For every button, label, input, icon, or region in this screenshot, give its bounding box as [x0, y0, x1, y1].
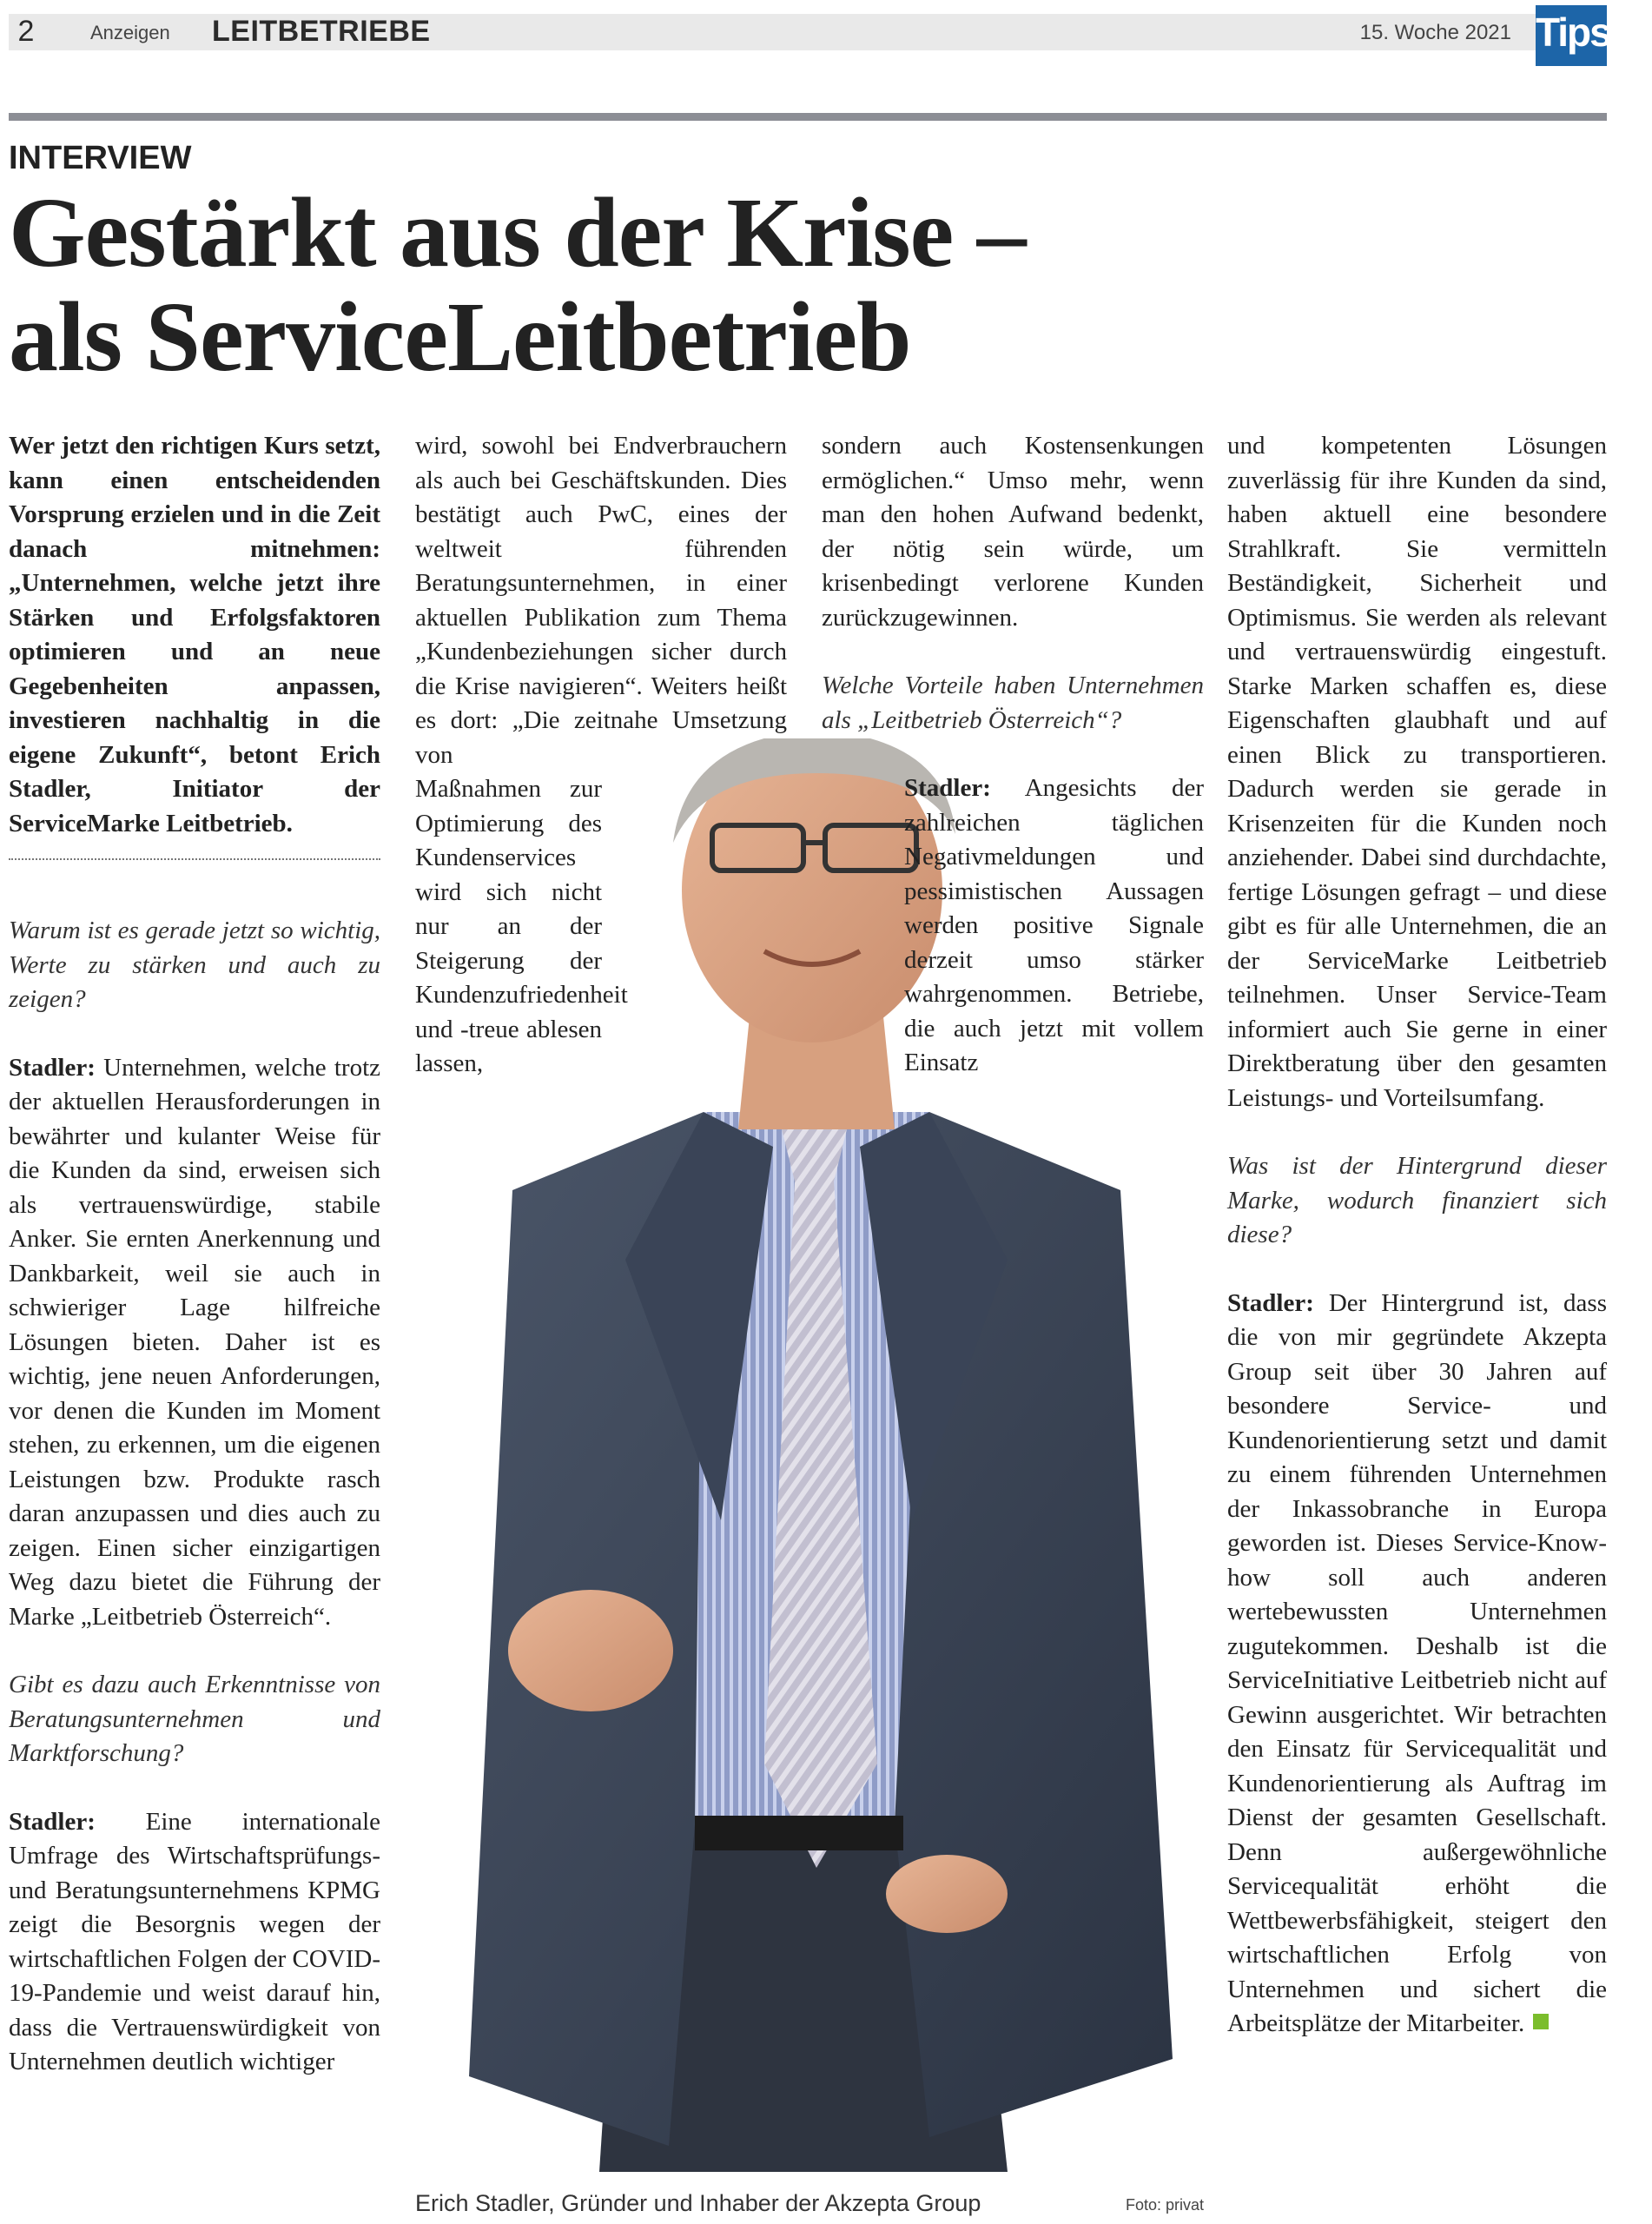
answer-2-text: Eine internationale Umfrage des Wirtschaftsprüfungs- und Beratungsunternehmens KPMG zeigt die Besorgnis wegen der wirtschaftlichen Folgen der COVID-19-Pandemie und weist darauf hin, dass die Vertrauenswürdigkeit von Unternehmen deutlich wichtiger — [9, 1807, 381, 2075]
answer-1-text: Unternehmen, welche trotz der aktuellen Herausforderungen in bewährter und kulanter Weise für die Kunden da sind, erweisen sich als vertrauenswürdige, stabile Anker. Sie ernten Anerkennung und Dankbarkeit, weil sie auch in schwieriger Lage hilfreiche Lösungen bieten. Daher ist es wichtig, jene neuen Anforderungen, vor denen die Kunden im Moment stehen, zu erkennen, um die eigenen Leistungen bzw. Produkte rasch daran anzupassen und dies auch zu zeigen. Einen sicher einzigartigen Weg dazu bietet die Führung der Marke „Leitbetrieb Österreich“. — [9, 1053, 380, 1631]
answer-3-speaker: Stadler: — [904, 774, 991, 802]
article-column-4 — [1227, 429, 1607, 2042]
brand-logo[interactable]: Tips — [1536, 5, 1607, 66]
answer-4 — [1227, 1287, 1607, 2042]
article-column-2 — [415, 429, 787, 1082]
column-2-narrow-text: Maßnahmen zur Optimierung des Kundenservices wird sich nicht nur an der Steigerung der Kundenzufriedenheit und -treue ablesen lassen, — [415, 775, 628, 1077]
question-3: Welche Vorteile haben Unternehmen als „Leitbetrieb Österreich“? — [822, 672, 1204, 734]
question-4: Was ist der Hintergrund dieser Marke, wodurch finanziert sich diese? — [1227, 1152, 1607, 1248]
question-2: Gibt es dazu auch Erkenntnisse von Beratungsunternehmen und Marktforschung? — [9, 1671, 380, 1767]
answer-4-text: Der Hintergrund ist, dass die von mir gegründete Akzepta Group seit über 30 Jahren auf besondere Service- und Kundenorientierung setzt und damit zu einem führenden Unternehmen der Inkassobranche in Europa geworden ist. Dieses Service-Know-how soll auch anderen wertebewussten Unternehmen zugutekommen. Deshalb ist die ServiceInitiative Leitbetrieb nicht auf Gewinn ausgerichtet. Wir betrachten den Einsatz für Servicequalität und Kundenorientierung als Auftrag im Dienst der gesamten Gesellschaft. Denn außergewöhnliche Servicequalität erhöht die Wettbewerbsfähigkeit, steigert den wirtschaftlichen Erfolg von Unternehmen und sichert die Arbeitsplätze der Mitarbeiter. — [1227, 1288, 1607, 2037]
page-number: 2 — [17, 15, 35, 48]
answer-1 — [9, 1051, 380, 1635]
article-headline — [9, 177, 1398, 392]
article-kicker: INTERVIEW — [9, 140, 192, 176]
section-label: Anzeigen — [90, 22, 170, 43]
answer-3 — [904, 771, 1204, 1081]
answer-2 — [9, 1805, 380, 2080]
article-lead: Wer jetzt den richtigen Kurs setzt, kann einen entscheidenden Vorsprung erzielen und in die Zeit danach mitnehmen: „Unternehmen, welche jetzt ihre Stärken und Erfolgsfaktoren optimieren und an neue Gegebenheiten anpassen, investieren nachhaltig in die eigene Zukunft“, betont Erich Stadler, Initiator der ServiceMarke Leitbetrieb. — [9, 432, 380, 837]
answer-1-speaker: Stadler: — [9, 1053, 96, 1082]
issue-date: 15. Woche 2021 — [1359, 21, 1511, 44]
column-2-text: wird, sowohl bei Endverbrauchern als auch bei Geschäftskunden. Dies bestätigt auch PwC, eines der weltweit führenden Beratungsunternehmen, in einer aktuellen Publikation zum Thema „Kundenbeziehungen sicher durch die Krise navigieren“. Weiters heißt es dort: „Die zeitnahe Umsetzung von — [415, 432, 787, 769]
top-rule — [9, 113, 1607, 121]
photo-credit: Foto: privat — [1125, 2196, 1204, 2214]
headline-line-1: Gestärkt aus der Krise – — [9, 177, 1026, 288]
column-3-text: sondern auch Kostensenkungen ermöglichen.“ Umso mehr, wenn man den hohen Aufwand bedenkt, der nötig sein würde, um krisenbedingt verlorene Kunden zurückzugewinnen. — [822, 432, 1204, 632]
question-1: Warum ist es gerade jetzt so wichtig, Werte zu stärken und auch zu zeigen? — [9, 917, 380, 1013]
answer-3-text: Angesichts der zahlreichen täglichen Negativmeldungen und pessimistischen Aussagen werden positive Signale derzeit umso stärker wahrgenommen. Betriebe, die auch jetzt mit vollem Einsatz — [904, 774, 1204, 1076]
section-title: LEITBETRIEBE — [212, 15, 431, 48]
end-mark-icon — [1533, 2014, 1549, 2029]
answer-2-speaker: Stadler: — [9, 1807, 96, 1836]
column-4-text: und kompetenten Lösungen zuverlässig für ihre Kunden da sind, haben aktuell eine besondere Strahlkraft. Sie vermitteln Beständigkeit, Sicherheit und Optimismus. Sie werden als relevant und vertrauenswürdig eingestuft. Starke Marken schaffen es, diese Eigenschaften glaubhaft und auf einen Blick zu transportieren. Dadurch werden sie gerade in Krisenzeiten für die Kunden noch anziehender. Dabei sind durchdachte, fertige Lösungen gefragt – und diese gibt es für alle Unternehmen, die an der ServiceMarke Leitbetrieb teilnehmen. Unser Service-Team informiert auch Sie gerne in einer Direktberatung über den gesamten Leistungs- und Vorteilsumfang. — [1227, 432, 1607, 1112]
answer-4-speaker: Stadler: — [1227, 1288, 1314, 1317]
article-column-3 — [822, 429, 1204, 1081]
photo-caption: Erich Stadler, Gründer und Inhaber der Akzepta Group — [415, 2190, 981, 2216]
headline-line-2: als ServiceLeitbetrieb — [9, 281, 911, 392]
lead-divider — [9, 858, 380, 860]
article-column-1 — [9, 429, 380, 2080]
